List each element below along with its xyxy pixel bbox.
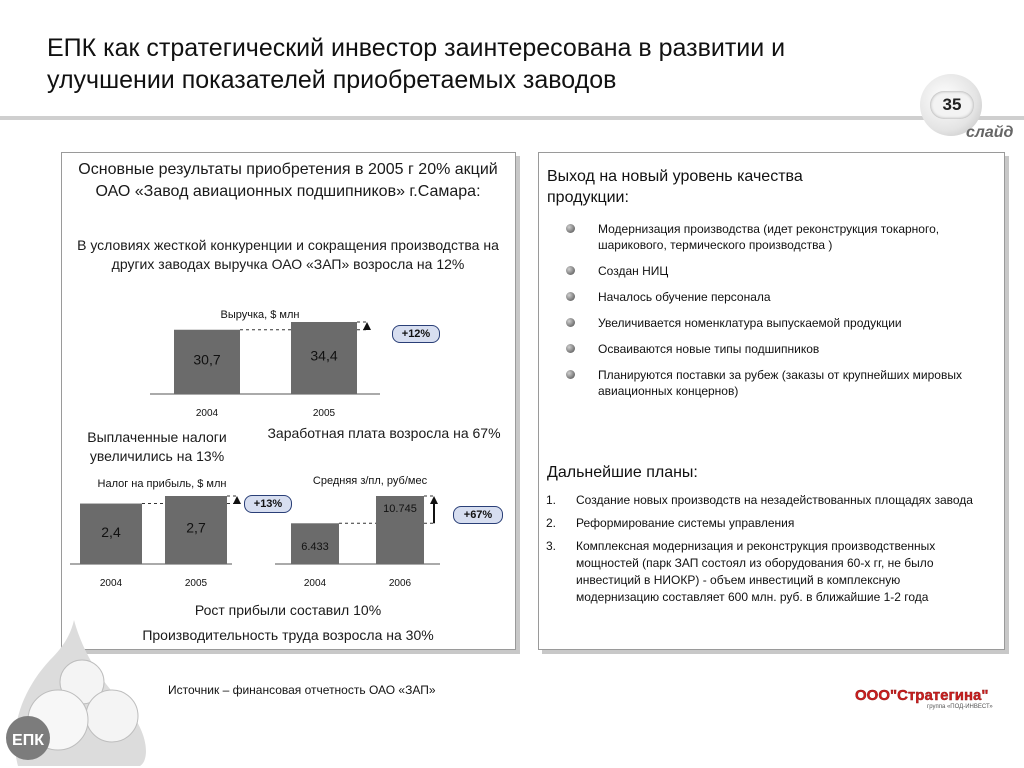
epk-logo-text: ЕПК <box>12 732 44 749</box>
page-title: ЕПК как стратегический инвестор заинтересована в развитии и улучшении показателей приобретаемых заводов <box>47 34 786 94</box>
slide-number-label: слайд <box>966 124 1014 141</box>
plan-number: 1. <box>546 493 557 507</box>
plan-text: Создание новых производств на незадействованных площадях завода <box>576 493 973 507</box>
chart-title-tax: Налог на прибыль, $ млн <box>97 478 227 490</box>
taxes-caption: Выплаченные налоги увеличились на 13% <box>87 429 227 464</box>
plan-number: 3. <box>546 539 557 553</box>
bullet-dot-icon <box>566 224 575 233</box>
profit-growth-text: Рост прибыли составил 10% <box>194 602 382 618</box>
chart-revenue-value-label: 34,4 <box>310 347 338 364</box>
chart-title-revenue: Выручка, $ млн <box>220 309 300 321</box>
chart-tax-tick-label: 2004 <box>99 578 123 589</box>
quality-list <box>566 221 986 409</box>
chart-salary-tick-label: 2006 <box>388 578 412 589</box>
chart-tax-value-label: 2,7 <box>186 519 206 536</box>
quality-item <box>566 367 986 399</box>
strategy-logo-text: ООО"Стратегина" <box>855 687 989 704</box>
quality-item-text: Увеличивается номенклатура выпускаемой продукции <box>598 316 902 330</box>
plan-item <box>546 515 986 532</box>
chart-revenue-tick-label: 2004 <box>195 408 219 419</box>
salary-change-badge: +67% <box>453 506 503 524</box>
source-note: Источник – финансовая отчетность ОАО «ЗАП» <box>168 683 436 697</box>
chart-tax-value-label: 2,4 <box>101 523 121 540</box>
quality-item-text: Создан НИЦ <box>598 264 669 278</box>
plan-text: Реформирование системы управления <box>576 516 795 530</box>
chart-salary-arrow-icon <box>430 496 438 504</box>
strategy-logo <box>855 684 1021 710</box>
strategy-logo-subtext: группа «ПОД-ИНВЕСТ» <box>927 704 993 710</box>
quality-item <box>566 341 986 357</box>
productivity-text: Производительность труда возросла на 30% <box>142 627 434 643</box>
chart-revenue-arrow-icon <box>363 322 371 330</box>
chart-revenue-value-label: 30,7 <box>193 351 221 368</box>
salary-caption: Заработная плата возросла на 67% <box>267 425 501 441</box>
tax-change-badge: +13% <box>244 495 292 513</box>
quality-item-text: Началось обучение персонала <box>598 290 771 304</box>
bullet-dot-icon <box>566 370 575 379</box>
chart-tax-arrow-icon <box>233 496 241 504</box>
quality-item <box>566 263 986 279</box>
bullet-dot-icon <box>566 266 575 275</box>
quality-item-text: Планируются поставки за рубеж (заказы от крупнейших мировых авиационных концернов) <box>598 368 962 398</box>
quality-item <box>566 315 986 331</box>
bullet-dot-icon <box>566 292 575 301</box>
bullet-dot-icon <box>566 318 575 327</box>
quality-item-text: Осваиваются новые типы подшипников <box>598 342 820 356</box>
left-headline: Основные результаты приобретения в 2005 г 20% акций ОАО «Завод авиационных подшипников» г.Самара: <box>78 161 498 200</box>
plan-item <box>546 538 986 606</box>
epk-logo <box>0 620 160 768</box>
plan-text: Комплексная модернизация и реконструкция производственных мощностей (парк ЗАП состоял из оборудования 60-х гг, не было инвестиций в НИОКР) - объем инвестиций в комплексную модернизацию составляет 600 млн. руб. в ближайшие 1-2 года <box>576 539 936 604</box>
bullet-dot-icon <box>566 344 575 353</box>
chart-salary-value-label: 10.745 <box>383 503 417 515</box>
revenue-change-badge: +12% <box>392 325 440 343</box>
chart-title-salary: Средняя з/пл, руб/мес <box>312 475 428 487</box>
left-intro: В условиях жесткой конкуренции и сокращения производства на других заводах выручка ОАО «ЗАП» возросла на 12% <box>77 237 499 272</box>
quality-item-text: Модернизация производства (идет реконструкция токарного, шарикового, термического производства ) <box>598 222 940 252</box>
plans-heading: Дальнейшие планы: <box>547 464 698 481</box>
quality-item <box>566 221 986 253</box>
chart-salary-tick-label: 2004 <box>303 578 327 589</box>
plan-number: 2. <box>546 516 557 530</box>
chart-tax-tick-label: 2005 <box>184 578 208 589</box>
plan-item <box>546 492 986 509</box>
quality-heading: Выход на новый уровень качества продукции: <box>547 168 803 206</box>
slide-number: 35 <box>930 91 974 119</box>
plans-list <box>546 492 986 612</box>
quality-item <box>566 289 986 305</box>
chart-revenue-tick-label: 2005 <box>312 408 336 419</box>
chart-salary-value-label: 6.433 <box>301 541 329 553</box>
